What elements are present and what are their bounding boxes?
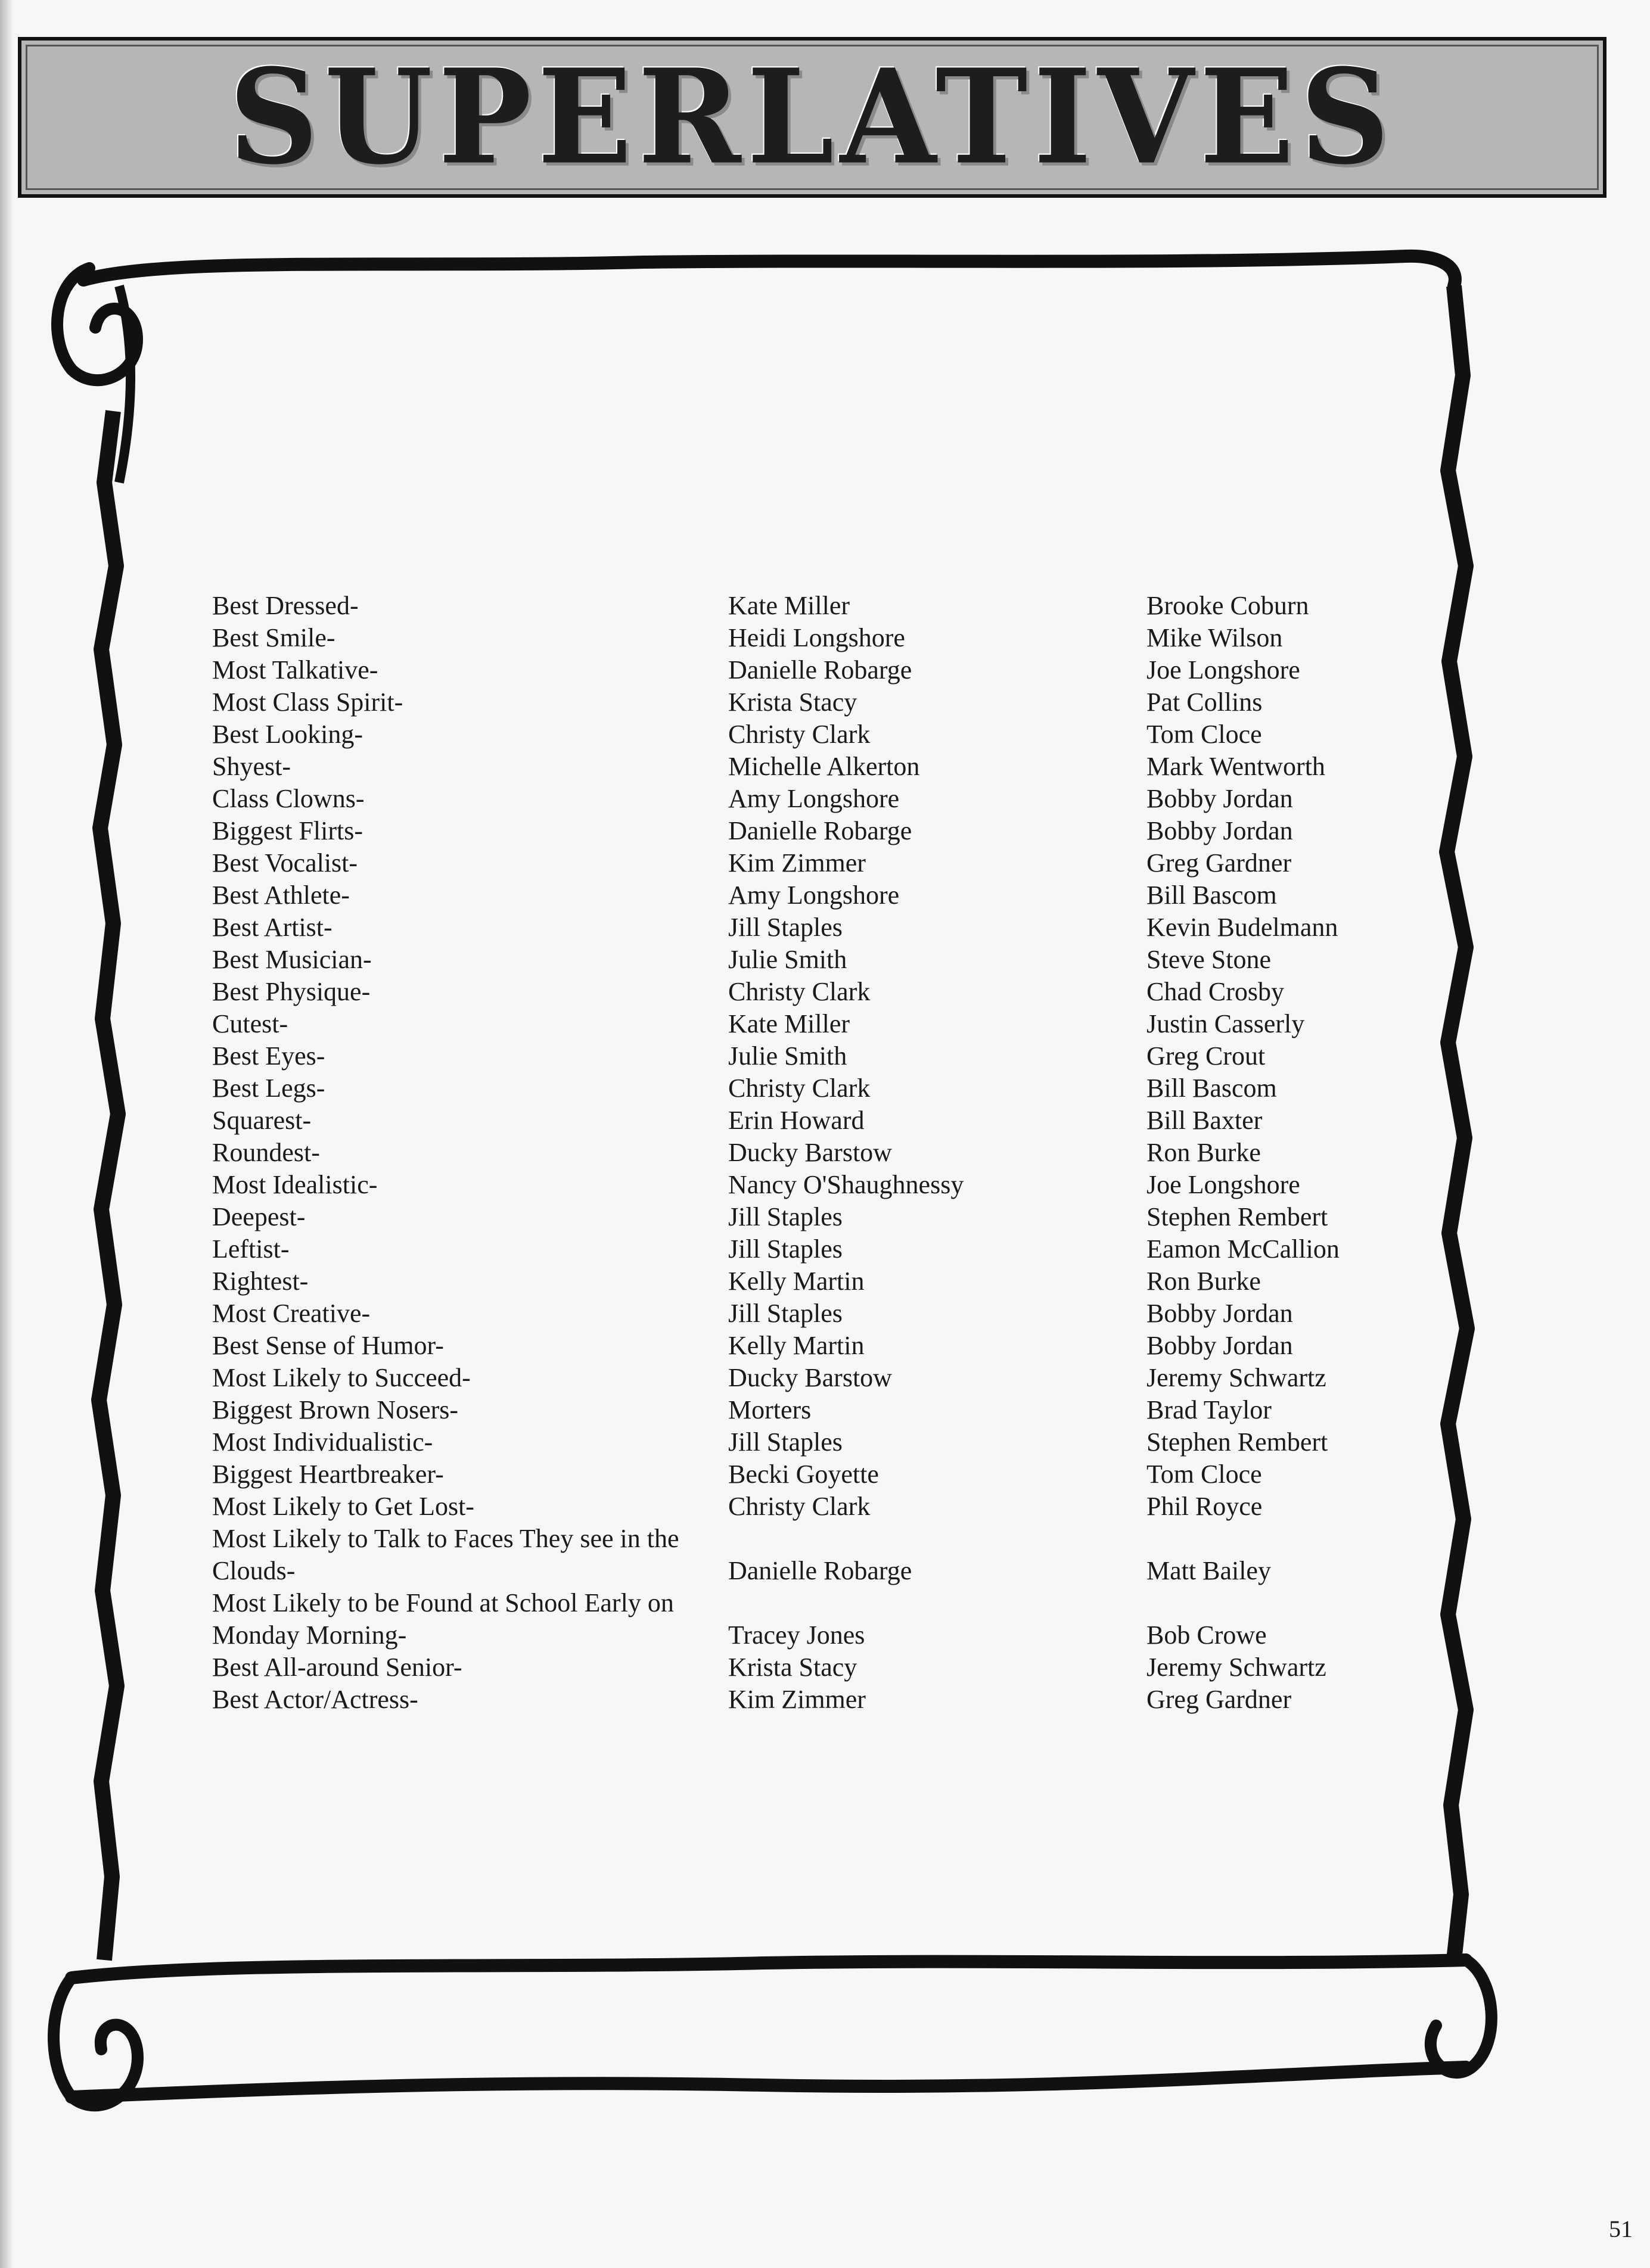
category-label: Best Eyes- — [212, 1041, 325, 1071]
female-winner: Morters — [728, 1395, 812, 1424]
female-winner: Krista Stacy — [728, 1653, 857, 1682]
male-winner: Mark Wentworth — [1146, 752, 1325, 781]
male-winner: Bobby Jordan — [1146, 1331, 1293, 1360]
superlative-row — [0, 1426, 1650, 1458]
superlative-row — [0, 879, 1650, 911]
male-winner: Bobby Jordan — [1146, 1299, 1293, 1328]
female-winner: Jill Staples — [728, 1299, 843, 1328]
male-winner: Bill Bascom — [1146, 881, 1277, 910]
female-winner: Kate Miller — [728, 591, 850, 620]
superlative-row — [0, 1362, 1650, 1394]
superlative-row — [0, 1137, 1650, 1169]
female-winner: Erin Howard — [728, 1106, 865, 1135]
male-winner: Mike Wilson — [1146, 623, 1283, 652]
female-winner: Kate Miller — [728, 1009, 850, 1038]
category-label: Best Legs- — [212, 1074, 325, 1103]
category-label: Most Individualistic- — [212, 1427, 433, 1457]
female-winner: Michelle Alkerton — [728, 752, 920, 781]
category-label: Class Clowns- — [212, 784, 365, 813]
male-winner: Kevin Budelmann — [1146, 913, 1338, 942]
superlative-row — [0, 622, 1650, 654]
female-winner: Krista Stacy — [728, 687, 857, 717]
female-winner: Danielle Robarge — [728, 816, 912, 845]
male-winner: Jeremy Schwartz — [1146, 1363, 1326, 1392]
superlative-row — [0, 1072, 1650, 1105]
superlative-row — [0, 1040, 1650, 1072]
male-winner: Greg Gardner — [1146, 1685, 1292, 1714]
category-label: Best Looking- — [212, 720, 363, 749]
superlative-row — [0, 1684, 1650, 1716]
male-winner: Justin Casserly — [1146, 1009, 1305, 1038]
category-label: Shyest- — [212, 752, 291, 781]
female-winner: Amy Longshore — [728, 881, 900, 910]
female-winner: Danielle Robarge — [728, 655, 912, 685]
category-label: Best Athlete- — [212, 881, 350, 910]
superlative-row — [0, 1394, 1650, 1426]
female-winner: Jill Staples — [728, 913, 843, 942]
male-winner: Stephen Rembert — [1146, 1202, 1328, 1231]
female-winner: Jill Staples — [728, 1202, 843, 1231]
category-label: Most Likely to be Found at School Early on Monday Morning- — [212, 1588, 674, 1650]
male-winner: Tom Cloce — [1146, 720, 1262, 749]
female-winner: Christy Clark — [728, 977, 871, 1006]
superlative-row — [0, 1330, 1650, 1362]
superlative-row — [0, 1169, 1650, 1201]
superlative-row — [0, 911, 1650, 944]
superlative-row — [0, 1008, 1650, 1040]
male-winner: Tom Cloce — [1146, 1460, 1262, 1489]
category-label: Biggest Flirts- — [212, 816, 363, 845]
male-winner: Ron Burke — [1146, 1138, 1261, 1167]
female-winner: Becki Goyette — [728, 1460, 879, 1489]
category-label: Best Artist- — [212, 913, 333, 942]
category-label: Deepest- — [212, 1202, 306, 1231]
male-winner: Bill Baxter — [1146, 1106, 1263, 1135]
superlative-row — [0, 1491, 1650, 1523]
male-winner: Stephen Rembert — [1146, 1427, 1328, 1457]
superlative-row — [0, 1458, 1650, 1491]
female-winner: Kelly Martin — [728, 1331, 865, 1360]
category-label: Most Likely to Get Lost- — [212, 1492, 474, 1521]
female-winner: Jill Staples — [728, 1234, 843, 1264]
category-label: Best Musician- — [212, 945, 372, 974]
male-winner: Eamon McCallion — [1146, 1234, 1340, 1264]
female-winner: Kim Zimmer — [728, 848, 866, 878]
category-label: Roundest- — [212, 1138, 320, 1167]
superlative-row — [0, 1651, 1650, 1684]
superlative-row — [0, 1201, 1650, 1233]
category-label: Most Likely to Succeed- — [212, 1363, 471, 1392]
female-winner: Tracey Jones — [728, 1620, 865, 1650]
male-winner: Pat Collins — [1146, 687, 1263, 717]
female-winner: Christy Clark — [728, 1074, 871, 1103]
female-winner: Julie Smith — [728, 945, 847, 974]
category-label: Best Vocalist- — [212, 848, 358, 878]
title-banner — [18, 37, 1607, 198]
superlative-row — [0, 654, 1650, 686]
category-label: Most Idealistic- — [212, 1170, 378, 1199]
superlative-row — [0, 686, 1650, 718]
superlative-row — [0, 1265, 1650, 1298]
category-label: Best All-around Senior- — [212, 1653, 462, 1682]
page-number: 51 — [1609, 2216, 1633, 2242]
superlative-row — [0, 976, 1650, 1008]
superlative-row — [0, 751, 1650, 783]
female-winner: Julie Smith — [728, 1041, 847, 1071]
male-winner: Joe Longshore — [1146, 655, 1300, 685]
superlative-row — [0, 1587, 1650, 1651]
male-winner: Joe Longshore — [1146, 1170, 1300, 1199]
category-label: Most Creative- — [212, 1299, 371, 1328]
category-label: Best Dressed- — [212, 591, 359, 620]
female-winner: Amy Longshore — [728, 784, 900, 813]
female-winner: Christy Clark — [728, 1492, 871, 1521]
female-winner: Jill Staples — [728, 1427, 843, 1457]
male-winner: Greg Crout — [1146, 1041, 1266, 1071]
superlative-row — [0, 1298, 1650, 1330]
male-winner: Bobby Jordan — [1146, 784, 1293, 813]
female-winner: Kim Zimmer — [728, 1685, 866, 1714]
category-label: Best Actor/Actress- — [212, 1685, 418, 1714]
male-winner: Bob Crowe — [1146, 1620, 1267, 1650]
page-title: SUPERLATIVES — [229, 41, 1396, 194]
superlative-row — [0, 944, 1650, 976]
category-label: Leftist- — [212, 1234, 290, 1264]
superlative-row — [0, 1523, 1650, 1587]
category-label: Biggest Brown Nosers- — [212, 1395, 459, 1424]
male-winner: Ron Burke — [1146, 1267, 1261, 1296]
category-label: Most Talkative- — [212, 655, 378, 685]
superlative-row — [0, 847, 1650, 879]
female-winner: Kelly Martin — [728, 1267, 865, 1296]
superlative-row — [0, 718, 1650, 751]
category-label: Most Likely to Talk to Faces They see in the Clouds- — [212, 1524, 679, 1585]
category-label: Best Physique- — [212, 977, 371, 1006]
female-winner: Ducky Barstow — [728, 1363, 892, 1392]
male-winner: Greg Gardner — [1146, 848, 1292, 878]
category-label: Squarest- — [212, 1106, 312, 1135]
male-winner: Brad Taylor — [1146, 1395, 1272, 1424]
superlative-row — [0, 783, 1650, 815]
female-winner: Danielle Robarge — [728, 1556, 912, 1585]
category-label: Rightest- — [212, 1267, 309, 1296]
male-winner: Jeremy Schwartz — [1146, 1653, 1326, 1682]
male-winner: Phil Royce — [1146, 1492, 1263, 1521]
male-winner: Brooke Coburn — [1146, 591, 1309, 620]
male-winner: Chad Crosby — [1146, 977, 1284, 1006]
male-winner: Matt Bailey — [1146, 1556, 1271, 1585]
category-label: Best Sense of Humor- — [212, 1331, 444, 1360]
category-label: Cutest- — [212, 1009, 288, 1038]
superlative-row — [0, 1233, 1650, 1265]
female-winner: Ducky Barstow — [728, 1138, 892, 1167]
category-label: Best Smile- — [212, 623, 335, 652]
female-winner: Heidi Longshore — [728, 623, 905, 652]
female-winner: Nancy O'Shaughnessy — [728, 1170, 964, 1199]
female-winner: Christy Clark — [728, 720, 871, 749]
category-label: Most Class Spirit- — [212, 687, 403, 717]
superlative-row — [0, 815, 1650, 847]
male-winner: Bill Bascom — [1146, 1074, 1277, 1103]
superlative-row — [0, 590, 1650, 622]
male-winner: Steve Stone — [1146, 945, 1271, 974]
category-label: Biggest Heartbreaker- — [212, 1460, 444, 1489]
male-winner: Bobby Jordan — [1146, 816, 1293, 845]
superlative-row — [0, 1105, 1650, 1137]
